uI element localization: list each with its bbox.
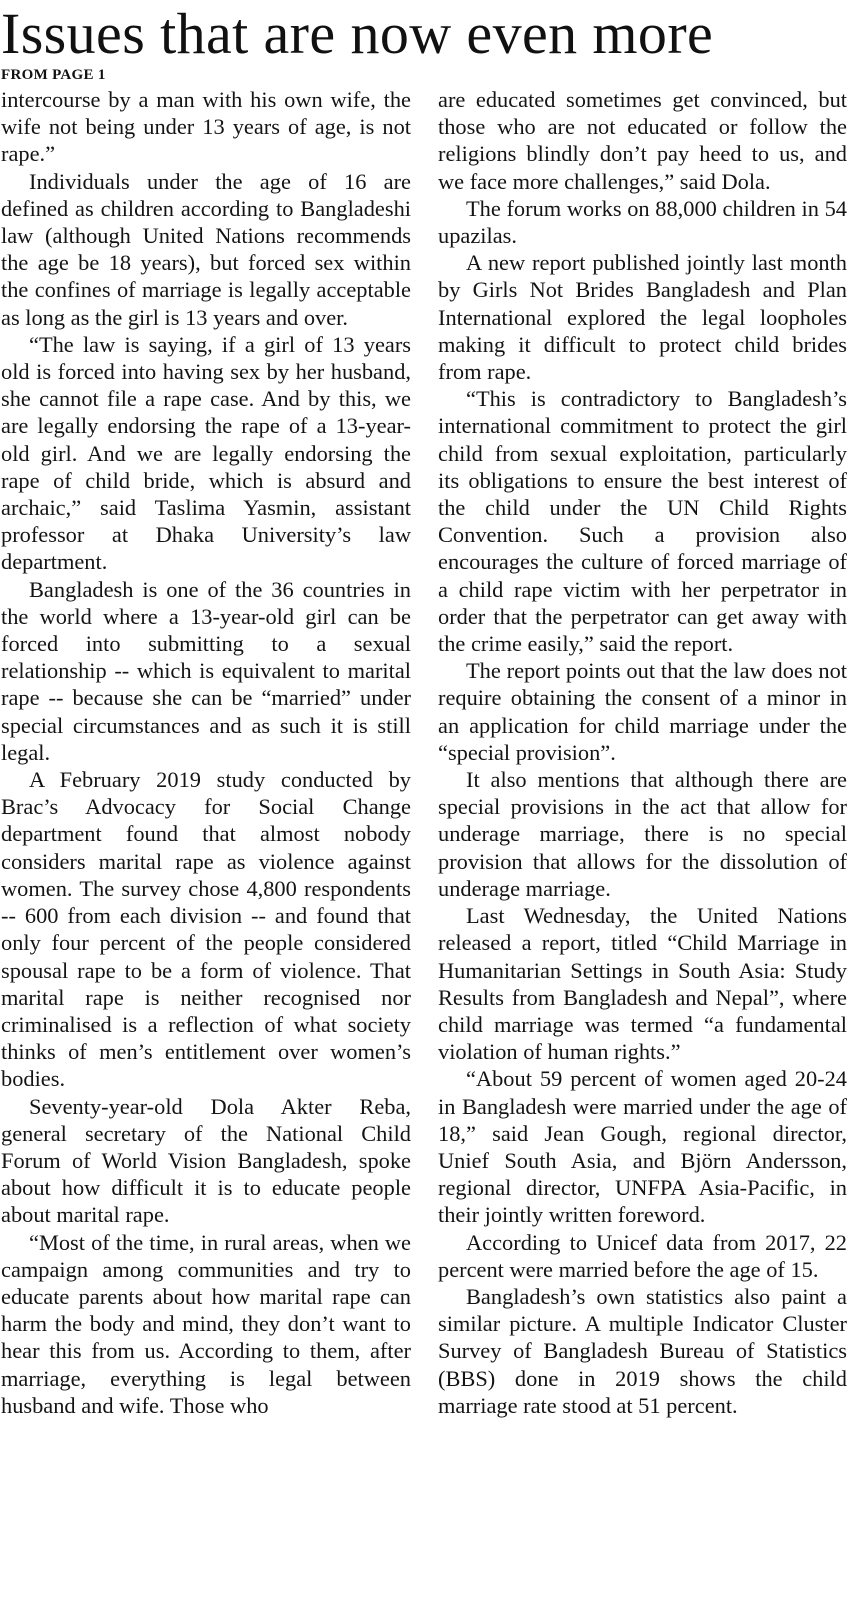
paragraph: The report points out that the law does not require obtaining the consent of a minor in an application for child marriage under the “special provision”. — [438, 658, 847, 765]
paragraph: The forum works on 88,000 children in 54 upazilas. — [438, 195, 847, 249]
paragraph: Last Wednesday, the United Nations released a report, titled “Child Marriage in Humanitarian Settings in South Asia: Study Results from Bangladesh and Nepal”, where child marriage was termed “a fundamental violation of human rights.” — [438, 903, 847, 1065]
paragraph: A new report published jointly last month by Girls Not Brides Bangladesh and Plan International explored the legal loopholes making it difficult to protect child brides from rape. — [438, 250, 847, 385]
paragraph: Bangladesh’s own statistics also paint a similar picture. A multiple Indicator Cluster Survey of Bangladesh Bureau of Statistics (BBS) done in 2019 shows the child marriage rate stood at 51 percent. — [438, 1283, 847, 1418]
paragraph: It also mentions that although there are special provisions in the act that allow for underage marriage, there is no special provision that allows for the dissolution of underage marriage. — [438, 767, 847, 901]
paragraph: “The law is saying, if a girl of 13 years old is forced into having sex by her husband, she cannot file a rape case. And by this, we are legally endorsing the rape of a 13-year-old girl. And we are legally endorsing the rape of child bride, which is absurd and archaic,” said Taslima Yasmin, assistant professor at Dhaka University’s law department. — [1, 331, 411, 575]
paragraph: Seventy-year-old Dola Akter Reba, general secretary of the National Child Forum of World Vision Bangladesh, spoke about how difficult it is to educate people about marital rape. — [1, 1093, 411, 1228]
paragraph: “About 59 percent of women aged 20-24 in Bangladesh were married under the age of 18,” said Jean Gough, regional director, Unief South Asia, and Björn Andersson, regional director, UNFPA Asia-Pacific, in their jointly written foreword. — [438, 1066, 847, 1228]
paragraph: intercourse by a man with his own wife, the wife not being under 13 years of age, is not rape.” — [1, 87, 411, 167]
jump-label: FROM PAGE 1 — [1, 67, 106, 83]
paragraph: According to Unicef data from 2017, 22 percent were married before the age of 15. — [438, 1229, 847, 1282]
paragraph: Bangladesh is one of the 36 countries in the world where a 13-year-old girl can be forced into submitting to a sexual relationship -- which is equivalent to marital rape -- because she can be “married” under special circumstances and as such it is still legal. — [1, 576, 411, 765]
paragraph: “Most of the time, in rural areas, when we campaign among communities and try to educate parents about how marital rape can harm the body and mind, they don’t want to hear this from us. According to them, after marriage, everything is legal between husband and wife. Those who — [1, 1229, 411, 1418]
paragraph: Individuals under the age of 16 are defined as children according to Bangladeshi law (although United Nations recommends the age be 18 years), but forced sex within the confines of marriage is legally acceptable as long as the girl is 13 years and over. — [1, 168, 411, 330]
paragraph: are educated sometimes get convinced, but those who are not educated or follow the religions blindly don’t pay heed to us, and we face more challenges,” said Dola. — [438, 87, 847, 194]
paragraph: A February 2019 study conducted by Brac’s Advocacy for Social Change department found that almost nobody considers marital rape as violence against women. The survey chose 4,800 respondents -- 600 from each division -- and found that only four percent of the people considered spousal rape to be a form of violence. That marital rape is neither recognised nor criminalised is a reflection of what society thinks of men’s entitlement over women’s bodies. — [1, 767, 411, 1092]
article-column-left — [1, 86, 411, 1419]
article-column-right — [438, 86, 847, 1419]
headline: Issues that are now even more — [1, 1, 714, 66]
paragraph: “This is contradictory to Bangladesh’s international commitment to protect the girl child from sexual exploitation, particularly its obligations to ensure the best interest of the child under the UN Child Rights Convention. Such a provision also encourages the culture of forced marriage of a child rape victim with her perpetrator in order that the perpetrator can get away with the crime easily,” said the report. — [438, 386, 847, 657]
